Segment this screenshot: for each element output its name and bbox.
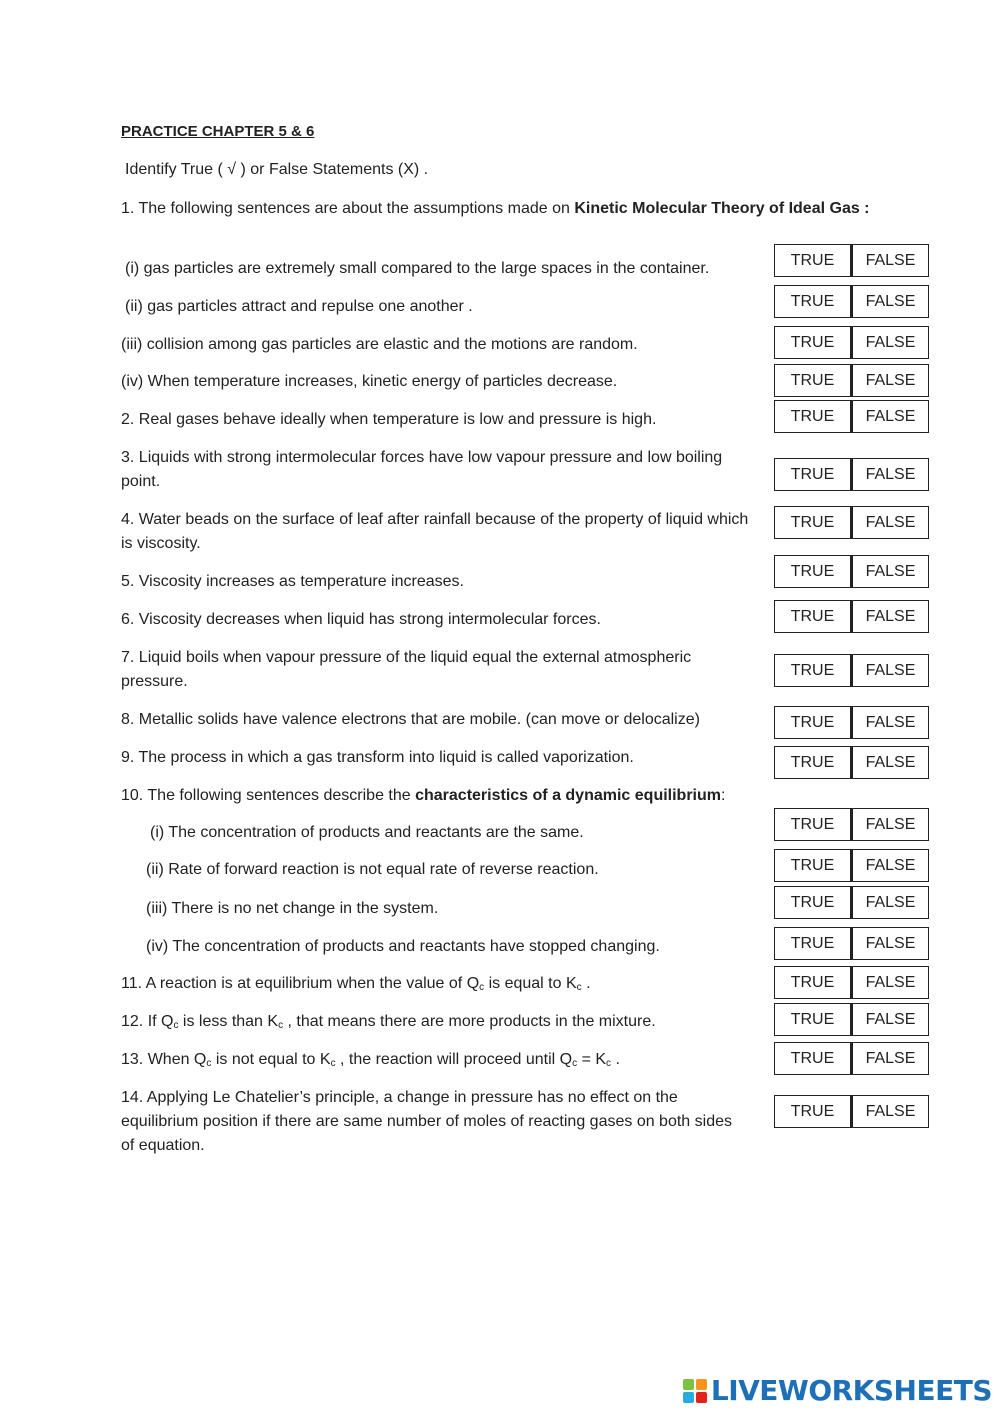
true-button[interactable]: TRUE [774,1003,851,1036]
statement-10-ii: (ii) Rate of forward reaction is not equal rate of reverse reaction. [146,861,599,878]
statement-5: 5. Viscosity increases as temperature increases. [121,573,464,590]
false-button[interactable]: FALSE [851,458,929,491]
false-button[interactable]: FALSE [851,808,929,841]
false-button[interactable]: FALSE [851,1003,929,1036]
true-button[interactable]: TRUE [774,326,851,359]
logo-text: LIVEWORKSHEETS [710,1374,992,1407]
tf-choice-10-ii [774,849,929,882]
false-button[interactable]: FALSE [851,285,929,318]
tf-choice-12 [774,1003,929,1036]
false-button[interactable]: FALSE [851,400,929,433]
true-button[interactable]: TRUE [774,555,851,588]
statement-9: 9. The process in which a gas transform into liquid is called vaporization. [121,749,634,766]
true-button[interactable]: TRUE [774,966,851,999]
statement-1-ii: (ii) gas particles attract and repulse one another . [125,298,473,315]
true-button[interactable]: TRUE [774,706,851,739]
false-button[interactable]: FALSE [851,326,929,359]
tf-choice-3 [774,458,929,491]
statement-4: 4. Water beads on the surface of leaf after rainfall because of the property of liquid which is viscosity. [121,511,749,552]
true-button[interactable]: TRUE [774,506,851,539]
statement-8: 8. Metallic solids have valence electrons that are mobile. (can move or delocalize) [121,711,700,728]
false-button[interactable]: FALSE [851,654,929,687]
false-button[interactable]: FALSE [851,506,929,539]
false-button[interactable]: FALSE [851,600,929,633]
true-button[interactable]: TRUE [774,654,851,687]
false-button[interactable]: FALSE [851,927,929,960]
statement-1-iv: (iv) When temperature increases, kinetic energy of particles decrease. [121,373,618,390]
statement-2: 2. Real gases behave ideally when temperature is low and pressure is high. [121,411,657,428]
false-button[interactable]: FALSE [851,966,929,999]
statement-14: 14. Applying Le Chatelier’s principle, a change in pressure has no effect on the equilibrium position if there are same number of moles of reacting gases on both sides of equation. [121,1089,732,1154]
tf-choice-4 [774,506,929,539]
true-button[interactable]: TRUE [774,849,851,882]
true-button[interactable]: TRUE [774,1095,851,1128]
tf-choice-6 [774,600,929,633]
false-button[interactable]: FALSE [851,364,929,397]
true-button[interactable]: TRUE [774,244,851,277]
statement-10-iv: (iv) The concentration of products and reactants have stopped changing. [146,938,660,955]
tf-choice-13 [774,1042,929,1075]
true-button[interactable]: TRUE [774,1042,851,1075]
liveworksheets-logo[interactable] [683,1374,992,1407]
true-button[interactable]: TRUE [774,285,851,318]
tf-choice-8 [774,706,929,739]
statement-12: 12. If $Q_c$ is less than $K_c$ , that means there are more products in the mixture. [121,1013,656,1031]
false-button[interactable]: FALSE [851,1095,929,1128]
tf-choice-5 [774,555,929,588]
tf-choice-1-iii [774,326,929,359]
false-button[interactable]: FALSE [851,555,929,588]
tf-choice-1-ii [774,285,929,318]
true-button[interactable]: TRUE [774,746,851,779]
statement-10-iii: (iii) There is no net change in the system. [146,900,439,917]
tf-choice-2 [774,400,929,433]
false-button[interactable]: FALSE [851,886,929,919]
statement-1-i: (i) gas particles are extremely small compared to the large spaces in the container. [125,260,710,277]
statement-6: 6. Viscosity decreases when liquid has strong intermolecular forces. [121,611,601,628]
question-1-intro: 1. The following sentences are about the assumptions made on Kinetic Molecular Theory of Ideal Gas : [121,200,870,217]
statement-7: 7. Liquid boils when vapour pressure of the liquid equal the external atmospheric pressure. [121,649,692,690]
logo-icon [683,1379,707,1403]
tf-choice-1-iv [774,364,929,397]
tf-choice-14 [774,1095,929,1128]
true-button[interactable]: TRUE [774,808,851,841]
false-button[interactable]: FALSE [851,746,929,779]
true-button[interactable]: TRUE [774,400,851,433]
question-10-intro: 10. The following sentences describe the characteristics of a dynamic equilibrium: [121,787,726,804]
false-button[interactable]: FALSE [851,849,929,882]
tf-choice-11 [774,966,929,999]
statement-13: 13. When $Q_c$ is not equal to $K_c$ , the reaction will proceed until $Q_c = K_c$ . [121,1051,620,1069]
statement-1-iii: (iii) collision among gas particles are elastic and the motions are random. [121,336,638,353]
tf-choice-7 [774,654,929,687]
true-button[interactable]: TRUE [774,886,851,919]
true-button[interactable]: TRUE [774,364,851,397]
tf-choice-10-iv [774,927,929,960]
statement-10-i: (i) The concentration of products and reactants are the same. [150,824,584,841]
tf-choice-10-iii [774,886,929,919]
statement-11: 11. A reaction is at equilibrium when the value of $Q_c$ is equal to $K_c$ . [121,975,591,993]
false-button[interactable]: FALSE [851,706,929,739]
statement-3: 3. Liquids with strong intermolecular forces have low vapour pressure and low boiling point. [121,449,723,490]
false-button[interactable]: FALSE [851,1042,929,1075]
page-title: PRACTICE CHAPTER 5 & 6 [121,123,315,140]
true-button[interactable]: TRUE [774,458,851,491]
tf-choice-10-i [774,808,929,841]
tf-choice-1-i [774,244,929,277]
instructions: Identify True ( √ ) or False Statements (X) . [125,161,429,178]
false-button[interactable]: FALSE [851,244,929,277]
true-button[interactable]: TRUE [774,600,851,633]
true-button[interactable]: TRUE [774,927,851,960]
tf-choice-9 [774,746,929,779]
